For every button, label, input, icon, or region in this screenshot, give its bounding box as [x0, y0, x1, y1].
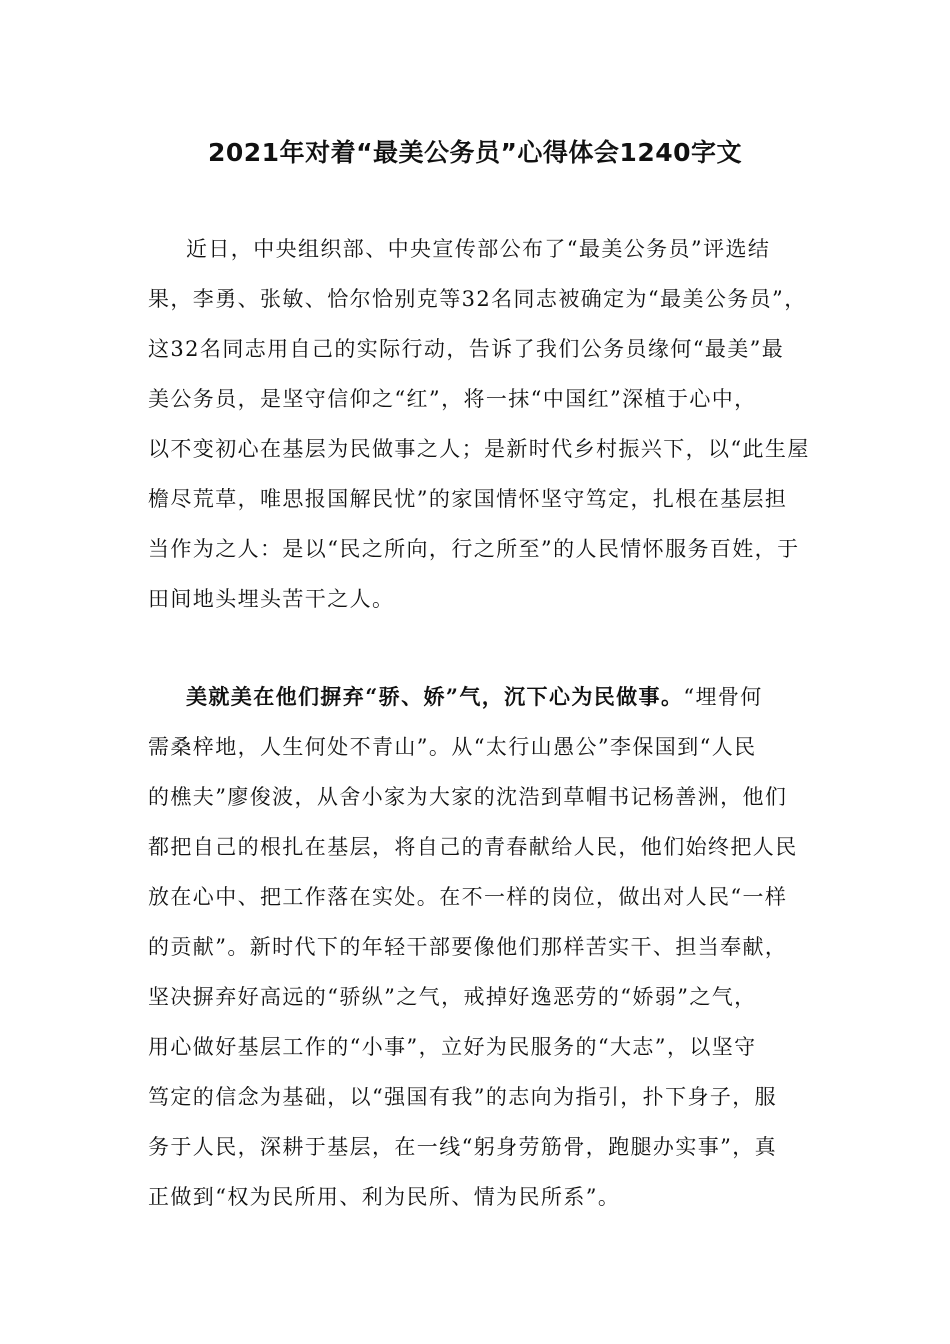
paragraph-lead-rest: “埋骨何	[683, 685, 763, 709]
paragraph-line: 以不变初心在基层为民做事之人；是新时代乡村振兴下，以“此生屋	[148, 437, 810, 461]
paragraph-line: 果，李勇、张敏、恰尔恰别克等32名同志被确定为“最美公务员”，	[148, 287, 807, 311]
paragraph-line: 需桑梓地，人生何处不青山”。从“太行山愚公”李保国到“人民	[148, 735, 757, 759]
paragraph-line: 檐尽荒草，唯思报国解民忧”的家国情怀坚守笃定，扎根在基层担	[148, 487, 788, 511]
paragraph-line: 正做到“权为民所用、利为民所、情为民所系”。	[148, 1185, 621, 1209]
paragraph-line: 笃定的信念为基础，以“强国有我”的志向为指引，扑下身子，服	[148, 1085, 778, 1109]
paragraph-lead-bold: 美就美在他们摒弃“骄、娇”气，沉下心为民做事。	[186, 684, 684, 709]
paragraph-line: 务于人民，深耕于基层，在一线“躬身劳筋骨，跑腿办实事”，真	[148, 1135, 778, 1159]
paragraph-line: 的樵夫”廖俊波，从舍小家为大家的沈浩到草帽书记杨善洲，他们	[148, 785, 788, 809]
paragraph-line: 都把自己的根扎在基层，将自己的青春献给人民，他们始终把人民	[148, 835, 798, 859]
paragraph-lead-line	[186, 672, 763, 722]
paragraph-line: 当作为之人：是以“民之所向，行之所至”的人民情怀服务百姓，于	[148, 537, 800, 561]
paragraph-line: 美公务员，是坚守信仰之“红”，将一抹“中国红”深植于心中，	[148, 387, 757, 411]
paragraph-line: 的贡献”。新时代下的年轻干部要像他们那样苦实干、担当奉献，	[148, 935, 788, 959]
paragraph-line: 近日，中央组织部、中央宣传部公布了“最美公务员”评选结	[186, 237, 771, 261]
paragraph-line: 田间地头埋头苦干之人。	[148, 587, 395, 611]
paragraph-line: 这32名同志用自己的实际行动，告诉了我们公务员缘何“最美”最	[148, 337, 785, 361]
document-title: 2021年对着“最美公务员”心得体会1240字文	[207, 138, 743, 167]
paragraph-line: 用心做好基层工作的“小事”，立好为民服务的“大志”，以坚守	[148, 1035, 757, 1059]
paragraph-line: 坚决摒弃好高远的“骄纵”之气，戒掉好逸恶劳的“娇弱”之气，	[148, 985, 757, 1009]
paragraph-line: 放在心中、把工作落在实处。在不一样的岗位，做出对人民“一样	[148, 885, 788, 909]
